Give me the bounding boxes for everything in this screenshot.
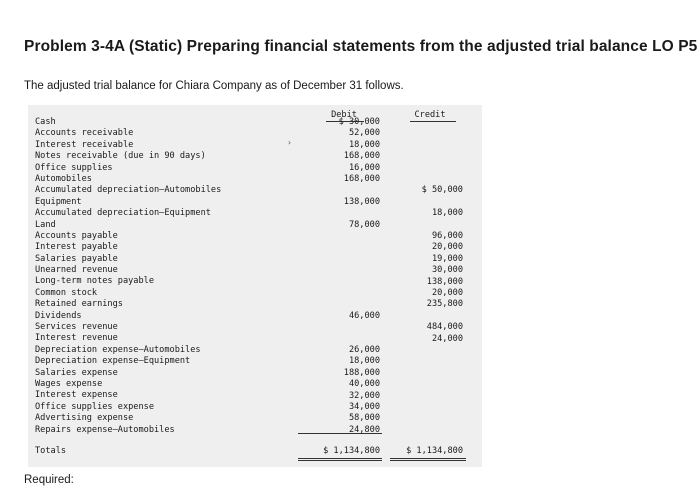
account-name: Accumulated depreciation—Automobiles [35, 185, 222, 196]
account-name: Notes receivable (due in 90 days) [35, 151, 206, 162]
account-name: Cash [35, 117, 56, 127]
problem-intro: The adjusted trial balance for Chiara Company as of December 31 follows. [24, 80, 404, 92]
credit-amount: 96,000 [431, 231, 463, 241]
required-label: Required: [24, 474, 74, 486]
credit-amount: 30,000 [431, 265, 463, 276]
debit-amount: 18,000 [348, 356, 380, 367]
account-name: Interest expense [35, 390, 118, 401]
debit-double-rule-top [298, 458, 382, 459]
stray-mark-icon: › [287, 138, 292, 147]
account-name: Office supplies expense [35, 401, 154, 412]
trial-balance-table [28, 105, 482, 467]
credit-double-rule-top [390, 458, 466, 459]
problem-title: Problem 3-4A (Static) Preparing financial statements from the adjusted trial balance LO P5 [24, 38, 698, 55]
account-name: Depreciation expense—Equipment [35, 356, 191, 367]
account-name: Retained earnings [35, 299, 123, 310]
debit-column-header: Debit [331, 110, 357, 120]
debit-amount: 168,000 [343, 174, 380, 184]
credit-amount: 24,000 [431, 333, 463, 344]
credit-column-header: Credit [414, 110, 446, 120]
account-name-list [35, 117, 221, 436]
account-name: Depreciation expense—Automobiles [35, 344, 201, 355]
credit-header-rule [410, 121, 456, 122]
totals-label: Totals [35, 446, 67, 456]
credit-amount: 20,000 [431, 242, 463, 253]
total-debit: $ 1,134,800 [323, 446, 380, 456]
debit-amount: 24,800 [348, 424, 380, 435]
account-name: Advertising expense [35, 413, 134, 424]
debit-amount: 168,000 [343, 151, 380, 162]
account-name: Dividends [35, 310, 82, 321]
account-name: Accounts payable [35, 230, 118, 241]
credit-amount: 20,000 [431, 288, 463, 298]
account-name: Land [35, 219, 56, 230]
debit-amount: 34,000 [348, 402, 380, 412]
account-name: Interest payable [35, 242, 118, 253]
account-name: Accumulated depreciation—Equipment [35, 208, 211, 219]
account-name: Interest revenue [35, 333, 118, 344]
account-name: Salaries expense [35, 367, 118, 378]
debit-amount: $ 30,000 [338, 117, 380, 127]
debit-amount: 46,000 [348, 310, 380, 321]
credit-amount: 235,800 [426, 299, 463, 310]
credit-amount: 19,000 [431, 253, 463, 264]
debit-double-rule-bottom [298, 460, 382, 461]
account-name: Automobiles [35, 173, 92, 184]
account-name: Repairs expense—Automobiles [35, 424, 175, 435]
credit-amount: $ 50,000 [421, 185, 463, 196]
debit-amount: 138,000 [343, 196, 380, 207]
debit-amount: 40,000 [348, 379, 380, 390]
debit-amount: 58,000 [348, 413, 380, 424]
debit-amount: 78,000 [348, 219, 380, 230]
debit-amount: 18,000 [348, 139, 380, 150]
credit-double-rule-bottom [390, 460, 466, 461]
account-name: Services revenue [35, 322, 118, 333]
account-name: Long-term notes payable [35, 276, 154, 287]
credit-amount: 138,000 [426, 276, 463, 287]
account-name: Salaries payable [35, 253, 118, 264]
credit-amount: 18,000 [431, 208, 463, 219]
account-name: Accounts receivable [35, 128, 134, 139]
account-name: Equipment [35, 196, 82, 207]
debit-amount: 26,000 [348, 345, 380, 355]
debit-amount: 16,000 [348, 162, 380, 173]
account-name: Wages expense [35, 378, 103, 389]
account-name: Unearned revenue [35, 265, 118, 276]
debit-amount: 32,000 [348, 390, 380, 401]
account-name: Interest receivable [35, 139, 134, 150]
total-credit: $ 1,134,800 [406, 446, 463, 456]
debit-total-rule [298, 433, 382, 434]
debit-amount: 52,000 [348, 128, 380, 139]
credit-amount: 484,000 [426, 322, 463, 333]
account-name: Office supplies [35, 162, 113, 173]
debit-amount: 188,000 [343, 367, 380, 378]
account-name: Common stock [35, 287, 98, 298]
